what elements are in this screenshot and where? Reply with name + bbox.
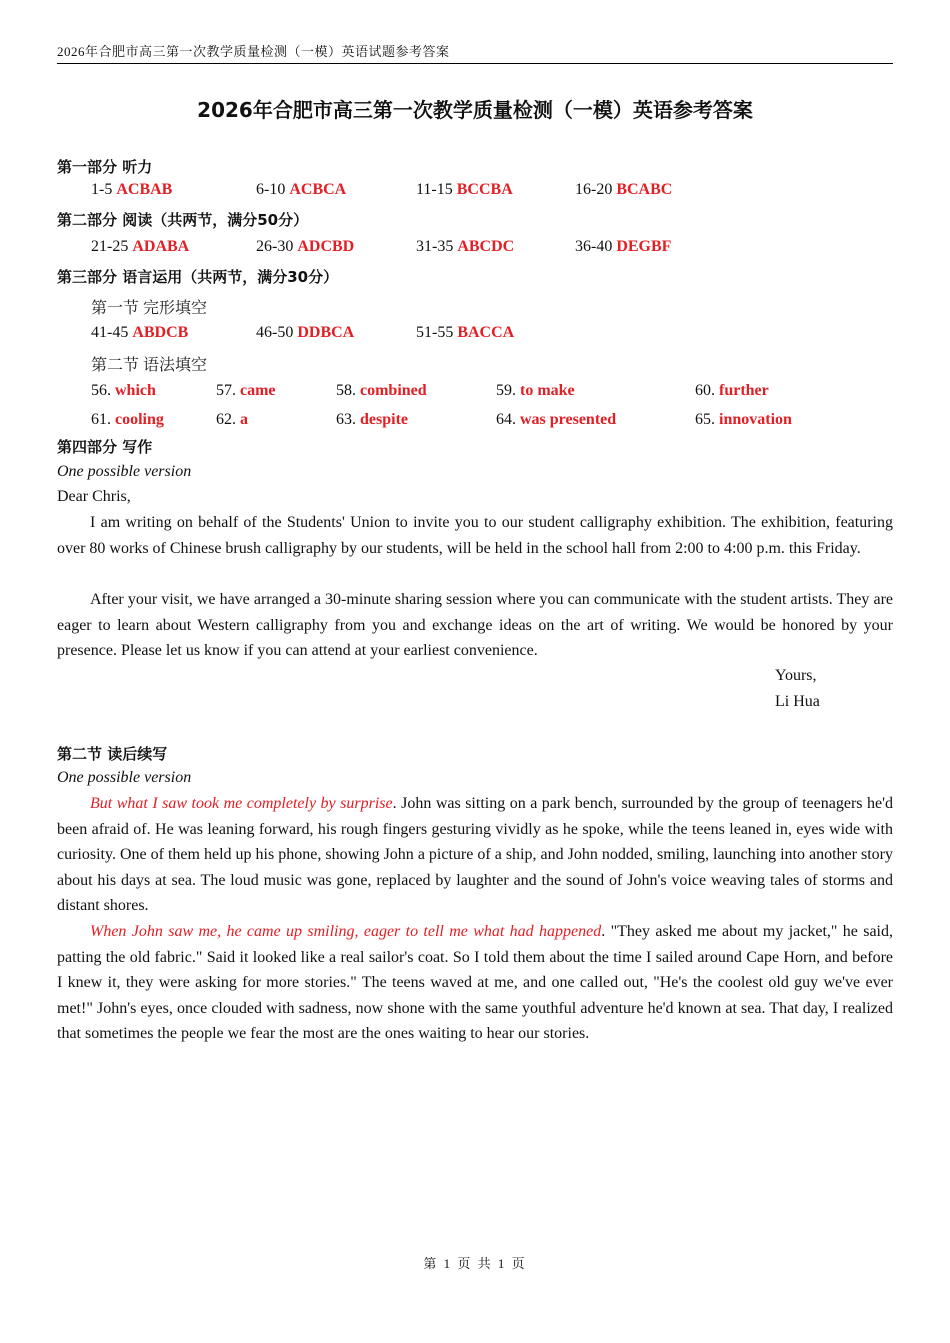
answer-item: 62. a: [216, 411, 248, 428]
part2-answers: [0, 238, 950, 260]
answer-item: 58. combined: [336, 382, 427, 399]
paragraph-lead: But what I saw took me completely by surprise: [90, 795, 393, 812]
answer-item: 6-10 ACBCA: [256, 181, 347, 198]
continuation-heading: 第二节 读后续写: [57, 745, 168, 763]
page-title: 2026年合肥市高三第一次教学质量检测（一模）英语参考答案: [197, 98, 753, 122]
answer-item: 56. which: [91, 382, 156, 399]
page-footer: 第 1 页 共 1 页: [423, 1256, 527, 1271]
answer-item: 51-55 BACCA: [416, 324, 515, 341]
version-label: One possible version: [57, 463, 192, 480]
answer-item: 36-40 DEGBF: [575, 238, 672, 255]
paragraph-lead: When John saw me, he came up smiling, eager to tell me what had happened: [90, 923, 602, 940]
section2-answers-row2: [0, 411, 950, 433]
answer-item: 16-20 BCABC: [575, 181, 673, 198]
part1-heading: 第一部分 听力: [57, 158, 153, 176]
part2-heading: 第二部分 阅读（共两节，满分50分）: [57, 211, 309, 229]
answer-item: 21-25 ADABA: [91, 238, 190, 255]
section1-answers: [0, 324, 950, 346]
letter-greeting: Dear Chris,: [57, 488, 131, 505]
part1-answers: [0, 181, 950, 203]
part3-heading: 第三部分 语言运用（共两节，满分30分）: [57, 268, 339, 286]
answer-item: 60. further: [695, 382, 769, 399]
story-paragraph: When John saw me, he came up smiling, eager to tell me what had happened. "They asked me about my jacket," he said, patting the old fabric." Said it looked like a real sailor's coat. So I told them about the time I sailed around Cape Horn, and before I knew it, they were asking for more stories." The teens waved at me, and one called out, "He's the coolest old guy we've ever met!" John's eyes, once clouded with sadness, now shone with the same youthful adventure he'd known at sea. That day, I realized that sometimes the people we fear the most are the ones waiting to hear our stories.: [57, 923, 893, 1043]
section2-heading: 第二节 语法填空: [91, 357, 208, 374]
answer-item: 1-5 ACBAB: [91, 181, 173, 198]
answer-item: 11-15 BCCBA: [416, 181, 513, 198]
answer-item: 64. was presented: [496, 411, 617, 428]
section1-heading: 第一节 完形填空: [91, 300, 208, 317]
letter-closing: Yours,: [775, 667, 817, 684]
letter-paragraph: I am writing on behalf of the Students' Union to invite you to our student calligraphy exhibition. The exhibition, featuring over 80 works of Chinese brush calligraphy by our students, will be held in the school hall from 2:00 to 4:00 p.m. this Friday.: [57, 514, 893, 557]
answer-item: 65. innovation: [695, 411, 792, 428]
answer-item: 31-35 ABCDC: [416, 238, 515, 255]
running-header: 2026年合肥市高三第一次教学质量检测（一模）英语试题参考答案: [57, 43, 893, 64]
answer-item: 26-30 ADCBD: [256, 238, 355, 255]
answer-item: 61. cooling: [91, 411, 164, 428]
letter-paragraph: After your visit, we have arranged a 30-minute sharing session where you can communicate with the student artists. They are eager to learn about Western calligraphy from you and exchange ideas on the art of writing. We would be honored by your presence. Please let us know if you can attend at your earliest convenience.: [57, 591, 893, 660]
answer-item: 46-50 DDBCA: [256, 324, 355, 341]
answer-item: 63. despite: [336, 411, 408, 428]
answer-item: 59. to make: [496, 382, 575, 399]
letter-signature: Li Hua: [775, 693, 820, 710]
story-paragraph: But what I saw took me completely by surprise. John was sitting on a park bench, surrounded by the group of teenagers he'd been afraid of. He was leaning forward, his rough fingers gesturing vividly as he spoke, while the teens leaned in, eyes wide with curiosity. One of them held up his phone, showing John a picture of a ship, and John nodded, smiling, launching into another story about his days at sea. The loud music was gone, replaced by laughter and the sound of John's voice weaving tales of storms and distant shores.: [57, 795, 893, 915]
part4-heading: 第四部分 写作: [57, 438, 153, 456]
section2-answers-row1: [0, 382, 950, 404]
version-label: One possible version: [57, 769, 192, 786]
answer-item: 57. came: [216, 382, 276, 399]
answer-item: 41-45 ABDCB: [91, 324, 189, 341]
